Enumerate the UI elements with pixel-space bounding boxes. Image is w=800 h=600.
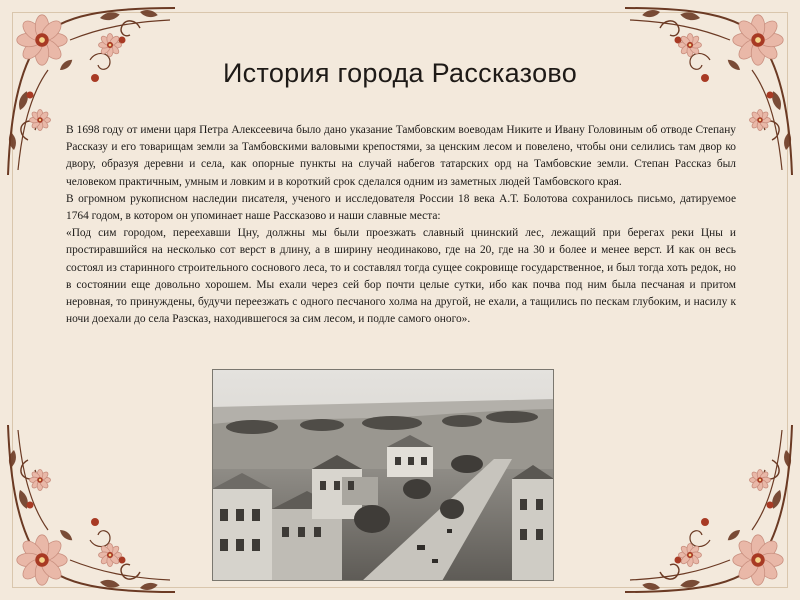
old-town-photo-icon <box>212 369 554 581</box>
floral-corner-bottom-right-icon <box>620 420 800 600</box>
paragraph-bolotov: В огромном рукописном наследии писателя, ученого и исследователя России 18 века А.Т. Болотова сохранилось письмо, датируемое 1764 годом, в котором он упоминает наше Рассказово и наши славные места: <box>66 192 736 223</box>
body-text <box>66 122 736 328</box>
old-town-photo <box>212 369 554 581</box>
paragraph-history: В 1698 году от имени царя Петра Алексеевича было дано указание Тамбовским воеводам Никите и Ивану Головиным об отводе Степану Рассказу и его товарищам земли за Тамбовскими валовыми крепостями, за ценским лесом и повелено, чтобы они селились там двор ко двору, образуя деревни и села, как опорные пункты на случай набегов татарских орд на Тамбовские земли. Степан Рассказ был человеком практичным, умным и ловким и в короткий срок сделался одним из заметных людей Тамбовского края. <box>66 124 736 188</box>
slide-title: История города Рассказово <box>222 58 578 88</box>
floral-corner-bottom-left-icon <box>0 420 180 600</box>
paragraph-quote: «Под сим городом, переехавши Цну, должны мы были проезжать славный цнинский лес, лежащий при берегах реки Цны и простиравшийся на несколько сот верст в длину, а в ширину неодинаково, где на 20, где на 30 и более и менее верст. И как он весь состоял из старинного строительного соснового леса, то и составлял тогда сущее сокровище государственное, и был тогда хоть редок, но в состоянии еще довольно хорошем. Мы ехали через сей бор почти целые сутки, ибо как почва под ним была песчаная и притом неровная, то принуждены, будучи переезжать с одного песчаного холма на другой, не ехали, а тащились по пескам глубоким, и насилу к ночи доехали до села Разсказ, находившегося за сим лесом, и подле самого оного». <box>66 227 736 326</box>
